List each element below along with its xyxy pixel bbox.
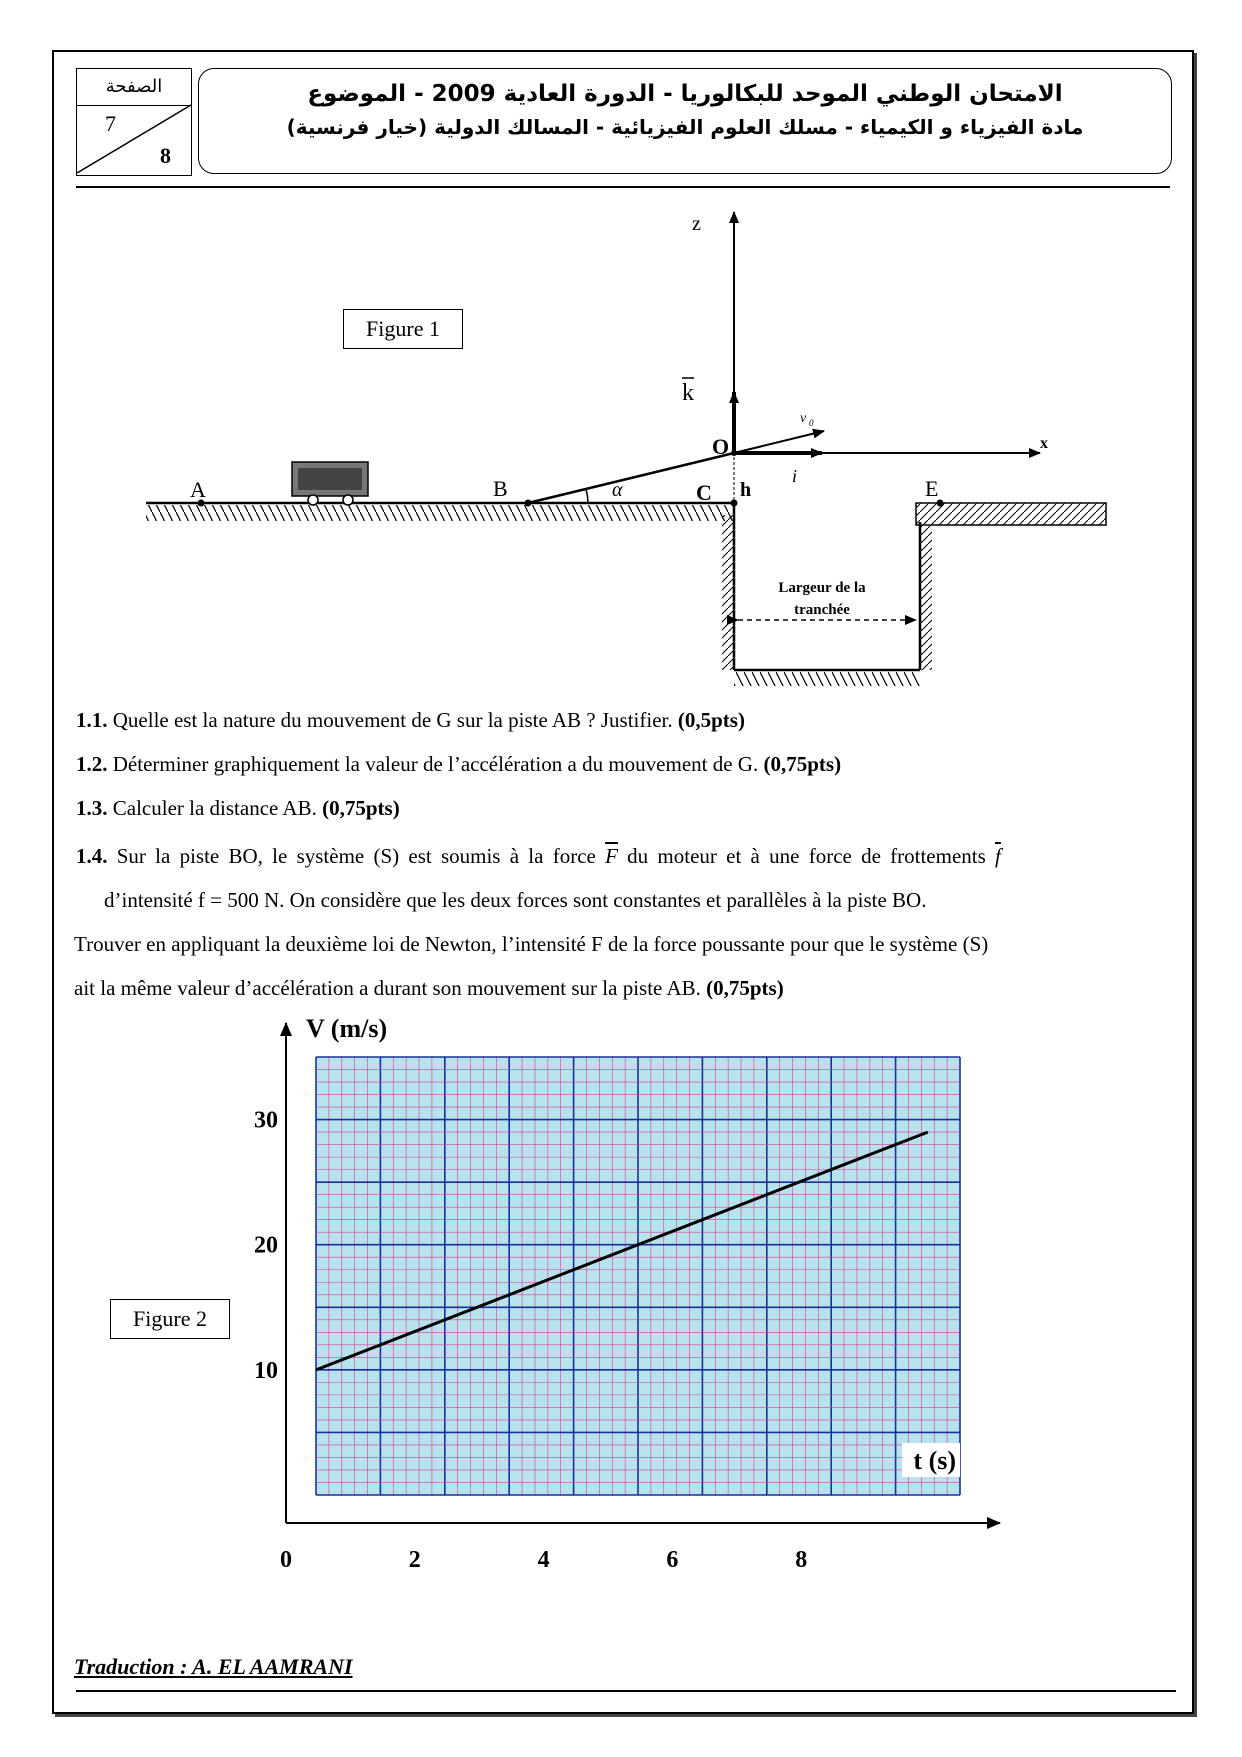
axes-oxz bbox=[682, 212, 1048, 501]
force-f-friction-symbol: $\overline{f}$ bbox=[995, 844, 1001, 868]
question-1-1-number: 1.1. bbox=[76, 708, 108, 732]
x-tick-label: 4 bbox=[537, 1547, 550, 1573]
exam-subtitle: مادة الفيزياء و الكيمياء - مسلك العلوم الفيزيائية - المسالك الدولية (خيار فرنسية) bbox=[286, 115, 1084, 139]
question-1-4-line3: Trouver en appliquant la deuxième loi de Newton, l’intensité F de la force poussante pour que le système (S) bbox=[74, 932, 989, 956]
trench-label-line1: Largeur de la bbox=[778, 580, 866, 596]
question-1-2-points: (0,75pts) bbox=[763, 752, 842, 776]
question-1-3-text: Calculer la distance AB. bbox=[112, 796, 317, 820]
question-1-2 bbox=[76, 749, 1176, 779]
question-1-4-line4: ait la même valeur d’accélération a durant son mouvement sur la piste AB. bbox=[74, 976, 701, 1000]
translator-credit: Traduction : A. EL AAMRANI bbox=[74, 1654, 353, 1679]
page-current: 7 bbox=[105, 111, 116, 136]
vector-k-label: k bbox=[682, 380, 694, 406]
header-rule bbox=[76, 186, 1170, 188]
y-tick-label: 20 bbox=[254, 1232, 278, 1259]
question-1-4-line2: d’intensité f = 500 N. On considère que les deux forces sont constantes et parallèles à la piste BO. bbox=[104, 888, 927, 912]
question-1-4-text-b: du moteur et à une force de frottements bbox=[627, 844, 986, 868]
question-1-3-points: (0,75pts) bbox=[322, 796, 400, 820]
y-tick-label: 30 bbox=[254, 1107, 278, 1134]
cart-g bbox=[292, 462, 368, 505]
question-1-1 bbox=[76, 705, 1176, 735]
height-h-label: h bbox=[740, 479, 752, 501]
y-axis-title: V (m/s) bbox=[306, 1014, 388, 1043]
vector-v0-label: v bbox=[800, 411, 807, 426]
x-axis-title: t (s) bbox=[913, 1446, 956, 1475]
trench-label-line2: tranchée bbox=[794, 602, 850, 618]
axis-x-label: x bbox=[1040, 435, 1048, 452]
axis-z-label: z bbox=[692, 213, 701, 235]
origin-o-label: O bbox=[712, 434, 730, 459]
chart-grid bbox=[316, 1057, 960, 1495]
question-1-4 bbox=[76, 841, 1176, 871]
x-tick-label: 0 bbox=[280, 1547, 292, 1573]
question-1-2-text: Déterminer graphiquement la valeur de l’accélération a du mouvement de G. bbox=[112, 752, 759, 776]
question-1-2-number: 1.2. bbox=[76, 752, 108, 776]
point-e-label: E bbox=[925, 476, 939, 501]
point-b-label: B bbox=[493, 476, 508, 501]
point-c-label: C bbox=[696, 480, 712, 505]
footer-rule bbox=[76, 1690, 1176, 1692]
x-tick-label: 8 bbox=[795, 1547, 808, 1573]
trench bbox=[722, 503, 1106, 686]
page-total: 8 bbox=[160, 143, 171, 168]
page-label: الصفحة bbox=[77, 71, 191, 106]
question-1-4-points: (0,75pts) bbox=[706, 976, 784, 1000]
figure-1-diagram bbox=[0, 196, 1242, 696]
question-1-4-number: 1.4. bbox=[76, 844, 108, 868]
figure-2-label: Figure 2 bbox=[110, 1299, 230, 1339]
figure-2-chart bbox=[250, 1014, 980, 1573]
question-1-3 bbox=[76, 793, 1176, 823]
question-1-4-line4-wrap bbox=[74, 973, 1174, 1003]
exam-header bbox=[198, 68, 1172, 174]
question-1-1-text: Quelle est la nature du mouvement de G sur la piste AB ? Justifier. bbox=[112, 708, 673, 732]
x-tick-label: 2 bbox=[408, 1547, 421, 1573]
vector-i-label: i bbox=[792, 466, 798, 486]
y-tick-label: 10 bbox=[254, 1357, 278, 1384]
point-a-label: A bbox=[190, 477, 206, 502]
page-box-diagonal bbox=[77, 69, 191, 175]
question-1-4-text-a: Sur la piste BO, le système (S) est soumis à la force bbox=[116, 844, 596, 868]
question-1-1-points: (0,5pts) bbox=[677, 708, 745, 732]
x-tick-label: 6 bbox=[666, 1547, 679, 1573]
question-1-3-number: 1.3. bbox=[76, 796, 108, 820]
exam-title: الامتحان الوطني الموحد للبكالوريا - الدورة العادية 2009 - الموضوع bbox=[307, 81, 1063, 107]
vector-v0-sub: 0 bbox=[809, 418, 814, 428]
force-f-motor-symbol: $\overline{F}$ bbox=[605, 844, 618, 868]
figure-1-label: Figure 1 bbox=[343, 309, 463, 349]
angle-alpha: α bbox=[612, 479, 623, 501]
ground-track bbox=[146, 503, 735, 521]
page-number-box bbox=[76, 68, 192, 176]
